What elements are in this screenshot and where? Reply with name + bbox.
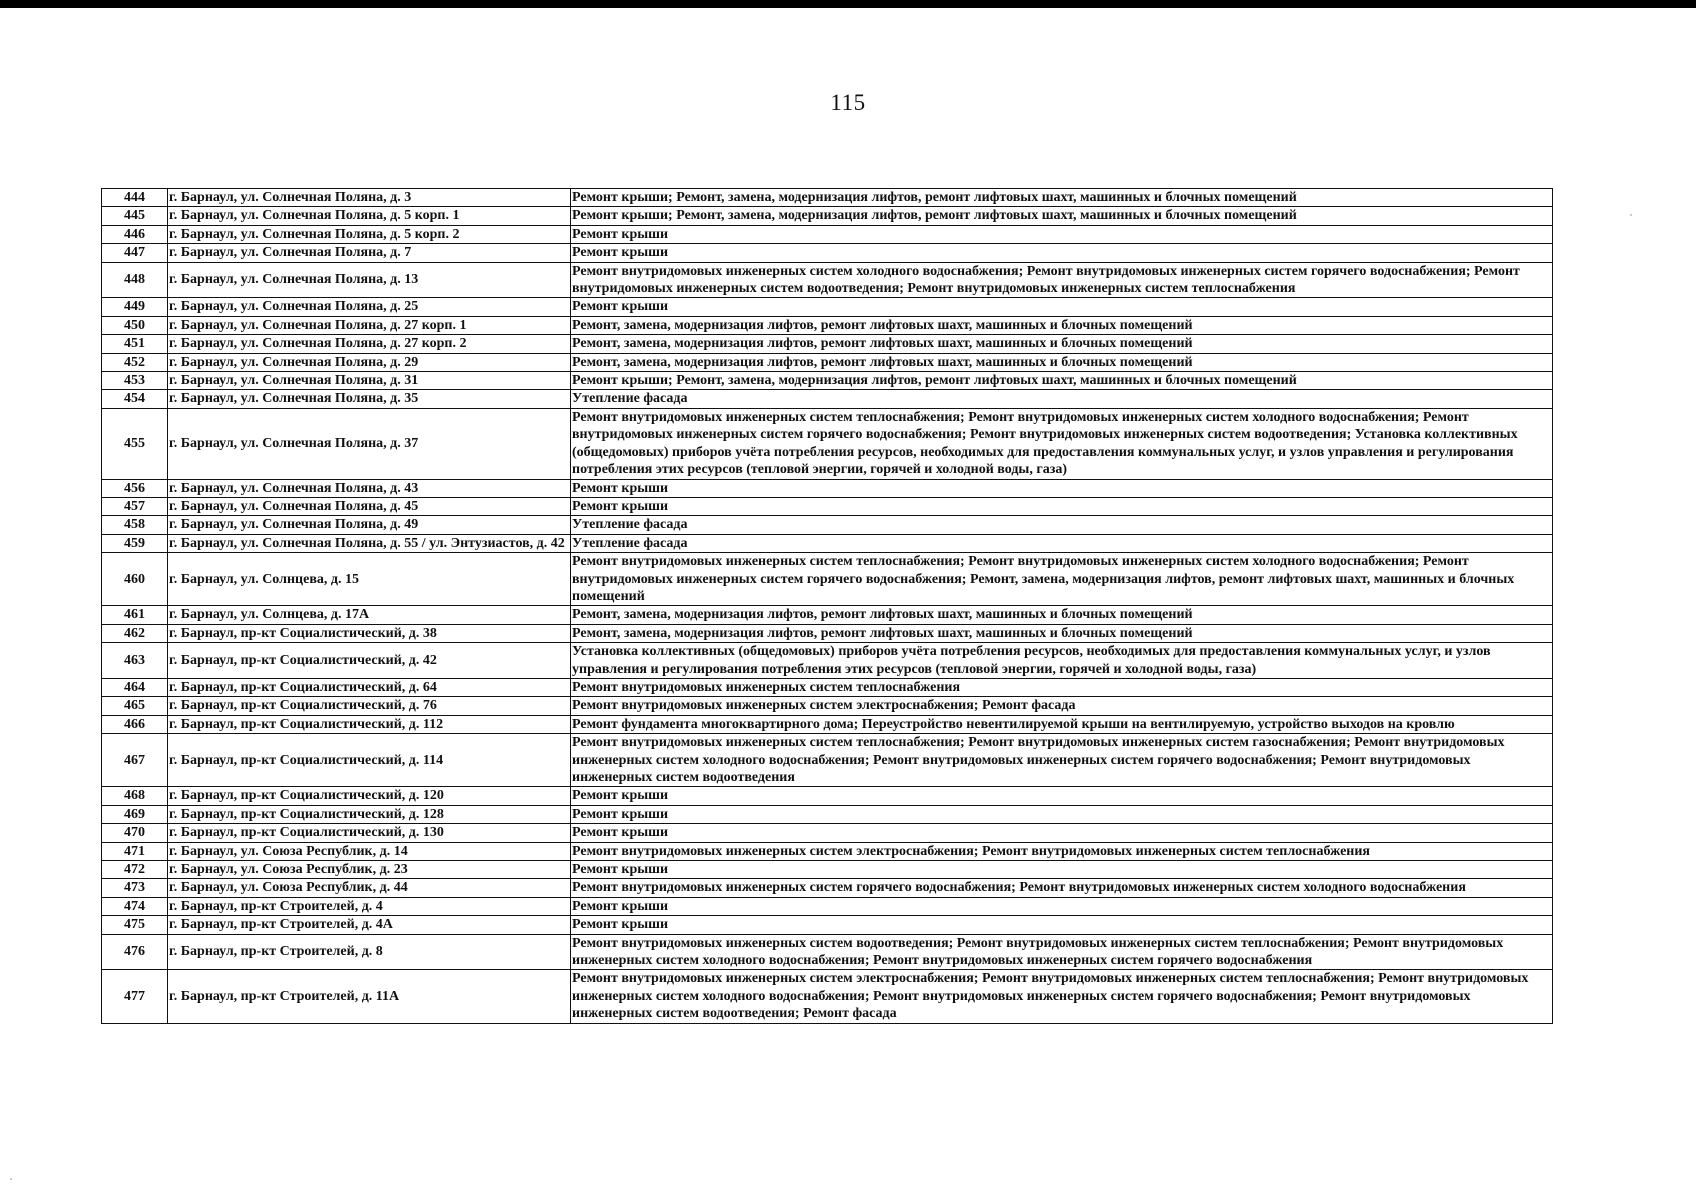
table-row: [102, 861, 1553, 879]
address-cell: г. Барнаул, ул. Солнечная Поляна, д. 3: [168, 189, 571, 207]
table-row: [102, 842, 1553, 860]
address-cell: г. Барнаул, пр-кт Строителей, д. 4: [168, 897, 571, 915]
table-row: [102, 678, 1553, 696]
row-number: 448: [102, 262, 168, 298]
works-cell: Ремонт, замена, модернизация лифтов, ремонт лифтовых шахт, машинных и блочных помещений: [571, 353, 1553, 371]
table-row: [102, 606, 1553, 624]
table-row: [102, 734, 1553, 787]
table-row: [102, 534, 1553, 552]
scan-top-border: [0, 0, 1696, 8]
address-cell: г. Барнаул, пр-кт Строителей, д. 4А: [168, 916, 571, 934]
works-cell: Ремонт внутридомовых инженерных систем водоотведения; Ремонт внутридомовых инженерных систем теплоснабжения; Ремонт внутридомовых инженерных систем холодного водоснабжения; Ремонт внутридомовых инженерных систем горячего водоснабжения: [571, 934, 1553, 970]
address-cell: г. Барнаул, пр-кт Социалистический, д. 42: [168, 643, 571, 679]
table-row: [102, 225, 1553, 243]
table-row: [102, 553, 1553, 606]
works-cell: Ремонт внутридомовых инженерных систем теплоснабжения; Ремонт внутридомовых инженерных систем холодного водоснабжения; Ремонт внутридомовых инженерных систем горячего водоснабжения; Ремонт, замена, модернизация лифтов, ремонт лифтовых шахт, машинных и блочных помещений: [571, 553, 1553, 606]
table-row: [102, 715, 1553, 733]
works-cell: Ремонт крыши: [571, 244, 1553, 262]
works-cell: Ремонт внутридомовых инженерных систем холодного водоснабжения; Ремонт внутридомовых инженерных систем горячего водоснабжения; Ремонт внутридомовых инженерных систем водоотведения; Ремонт внутридомовых инженерных систем теплоснабжения: [571, 262, 1553, 298]
works-cell: Ремонт крыши: [571, 497, 1553, 515]
table-row: [102, 970, 1553, 1023]
table-row: [102, 897, 1553, 915]
works-cell: Ремонт крыши: [571, 861, 1553, 879]
works-cell: Утепление фасада: [571, 534, 1553, 552]
address-cell: г. Барнаул, ул. Солнцева, д. 15: [168, 553, 571, 606]
table-row: [102, 262, 1553, 298]
address-cell: г. Барнаул, ул. Солнечная Поляна, д. 29: [168, 353, 571, 371]
works-cell: Ремонт внутридомовых инженерных систем теплоснабжения: [571, 678, 1553, 696]
works-cell: Ремонт крыши: [571, 824, 1553, 842]
table-row: [102, 189, 1553, 207]
table-row: [102, 298, 1553, 316]
address-cell: г. Барнаул, пр-кт Социалистический, д. 128: [168, 805, 571, 823]
works-cell: Ремонт, замена, модернизация лифтов, ремонт лифтовых шахт, машинных и блочных помещений: [571, 316, 1553, 334]
row-number: 457: [102, 497, 168, 515]
address-cell: г. Барнаул, ул. Солнечная Поляна, д. 49: [168, 516, 571, 534]
row-number: 446: [102, 225, 168, 243]
works-cell: Ремонт крыши: [571, 897, 1553, 915]
row-number: 453: [102, 372, 168, 390]
address-cell: г. Барнаул, пр-кт Социалистический, д. 112: [168, 715, 571, 733]
address-cell: г. Барнаул, ул. Солнечная Поляна, д. 5 корп. 2: [168, 225, 571, 243]
table-row: [102, 479, 1553, 497]
address-cell: г. Барнаул, пр-кт Социалистический, д. 130: [168, 824, 571, 842]
address-cell: г. Барнаул, ул. Союза Республик, д. 44: [168, 879, 571, 897]
works-cell: Ремонт внутридомовых инженерных систем электроснабжения; Ремонт внутридомовых инженерных систем теплоснабжения: [571, 842, 1553, 860]
table-row: [102, 624, 1553, 642]
address-cell: г. Барнаул, ул. Солнечная Поляна, д. 7: [168, 244, 571, 262]
table-row: [102, 643, 1553, 679]
address-cell: г. Барнаул, пр-кт Строителей, д. 11А: [168, 970, 571, 1023]
address-cell: г. Барнаул, ул. Солнцева, д. 17А: [168, 606, 571, 624]
address-cell: г. Барнаул, ул. Солнечная Поляна, д. 13: [168, 262, 571, 298]
works-cell: Утепление фасада: [571, 516, 1553, 534]
row-number: 470: [102, 824, 168, 842]
table-row: [102, 516, 1553, 534]
row-number: 468: [102, 787, 168, 805]
table-row: [102, 353, 1553, 371]
works-cell: Ремонт крыши: [571, 298, 1553, 316]
row-number: 471: [102, 842, 168, 860]
table-row: [102, 916, 1553, 934]
works-cell: Ремонт внутридомовых инженерных систем электроснабжения; Ремонт фасада: [571, 697, 1553, 715]
table-row: [102, 697, 1553, 715]
row-number: 462: [102, 624, 168, 642]
works-cell: Ремонт внутридомовых инженерных систем электроснабжения; Ремонт внутридомовых инженерных систем теплоснабжения; Ремонт внутридомовых инженерных систем холодного водоснабжения; Ремонт внутридомовых инженерных систем горячего водоснабжения; Ремонт внутридомовых инженерных систем водоотведения; Ремонт фасада: [571, 970, 1553, 1023]
row-number: 454: [102, 390, 168, 408]
works-cell: Установка коллективных (общедомовых) приборов учёта потребления ресурсов, необходимых для предоставления коммунальных услуг, и узлов управления и регулирования потребления этих ресурсов (тепловой энергии, горячей и холодной воды, газа): [571, 643, 1553, 679]
row-number: 474: [102, 897, 168, 915]
address-cell: г. Барнаул, ул. Солнечная Поляна, д. 27 корп. 1: [168, 316, 571, 334]
scan-speck: [1630, 214, 1632, 216]
works-cell: Ремонт внутридомовых инженерных систем теплоснабжения; Ремонт внутридомовых инженерных систем холодного водоснабжения; Ремонт внутридомовых инженерных систем горячего водоснабжения; Ремонт внутридомовых инженерных систем водоотведения; Установка коллективных (общедомовых) приборов учёта потребления ресурсов, необходимых для предоставления коммунальных услуг, и узлов управления и регулирования потребления этих ресурсов (тепловой энергии, горячей и холодной воды, газа): [571, 408, 1553, 479]
works-cell: Ремонт крыши: [571, 787, 1553, 805]
row-number: 473: [102, 879, 168, 897]
address-cell: г. Барнаул, ул. Союза Республик, д. 23: [168, 861, 571, 879]
works-cell: Ремонт фундамента многоквартирного дома; Переустройство невентилируемой крыши на вентилируемую, устройство выходов на кровлю: [571, 715, 1553, 733]
address-cell: г. Барнаул, пр-кт Социалистический, д. 120: [168, 787, 571, 805]
works-cell: Ремонт крыши: [571, 479, 1553, 497]
row-number: 449: [102, 298, 168, 316]
row-number: 445: [102, 207, 168, 225]
row-number: 463: [102, 643, 168, 679]
table-row: [102, 316, 1553, 334]
address-cell: г. Барнаул, ул. Солнечная Поляна, д. 31: [168, 372, 571, 390]
row-number: 476: [102, 934, 168, 970]
row-number: 458: [102, 516, 168, 534]
address-cell: г. Барнаул, ул. Солнечная Поляна, д. 25: [168, 298, 571, 316]
address-cell: г. Барнаул, ул. Солнечная Поляна, д. 27 корп. 2: [168, 335, 571, 353]
works-cell: Ремонт крыши: [571, 916, 1553, 934]
works-cell: Ремонт внутридомовых инженерных систем горячего водоснабжения; Ремонт внутридомовых инженерных систем холодного водоснабжения: [571, 879, 1553, 897]
address-cell: г. Барнаул, пр-кт Социалистический, д. 38: [168, 624, 571, 642]
address-cell: г. Барнаул, пр-кт Социалистический, д. 76: [168, 697, 571, 715]
row-number: 459: [102, 534, 168, 552]
row-number: 477: [102, 970, 168, 1023]
works-cell: Ремонт крыши; Ремонт, замена, модернизация лифтов, ремонт лифтовых шахт, машинных и блочных помещений: [571, 207, 1553, 225]
table-row: [102, 805, 1553, 823]
address-cell: г. Барнаул, пр-кт Социалистический, д. 114: [168, 734, 571, 787]
row-number: 464: [102, 678, 168, 696]
table-row: [102, 824, 1553, 842]
row-number: 465: [102, 697, 168, 715]
table-row: [102, 390, 1553, 408]
table-row: [102, 244, 1553, 262]
table-row: [102, 934, 1553, 970]
address-cell: г. Барнаул, ул. Солнечная Поляна, д. 45: [168, 497, 571, 515]
table-row: [102, 408, 1553, 479]
address-cell: г. Барнаул, ул. Солнечная Поляна, д. 35: [168, 390, 571, 408]
table-row: [102, 335, 1553, 353]
row-number: 467: [102, 734, 168, 787]
address-cell: г. Барнаул, ул. Союза Республик, д. 14: [168, 842, 571, 860]
works-cell: Ремонт крыши; Ремонт, замена, модернизация лифтов, ремонт лифтовых шахт, машинных и блочных помещений: [571, 372, 1553, 390]
works-cell: Ремонт крыши: [571, 225, 1553, 243]
row-number: 475: [102, 916, 168, 934]
address-cell: г. Барнаул, ул. Солнечная Поляна, д. 43: [168, 479, 571, 497]
address-cell: г. Барнаул, ул. Солнечная Поляна, д. 55 / ул. Энтузиастов, д. 42: [168, 534, 571, 552]
scan-speck: [10, 1178, 12, 1180]
row-number: 460: [102, 553, 168, 606]
works-cell: Ремонт, замена, модернизация лифтов, ремонт лифтовых шахт, машинных и блочных помещений: [571, 606, 1553, 624]
row-number: 456: [102, 479, 168, 497]
address-cell: г. Барнаул, пр-кт Строителей, д. 8: [168, 934, 571, 970]
works-cell: Ремонт, замена, модернизация лифтов, ремонт лифтовых шахт, машинных и блочных помещений: [571, 624, 1553, 642]
row-number: 466: [102, 715, 168, 733]
row-number: 450: [102, 316, 168, 334]
row-number: 447: [102, 244, 168, 262]
works-cell: Ремонт крыши: [571, 805, 1553, 823]
row-number: 472: [102, 861, 168, 879]
row-number: 469: [102, 805, 168, 823]
table-row: [102, 787, 1553, 805]
table-row: [102, 372, 1553, 390]
row-number: 444: [102, 189, 168, 207]
table-row: [102, 207, 1553, 225]
row-number: 451: [102, 335, 168, 353]
works-cell: Ремонт внутридомовых инженерных систем теплоснабжения; Ремонт внутридомовых инженерных систем газоснабжения; Ремонт внутридомовых инженерных систем холодного водоснабжения; Ремонт внутридомовых инженерных систем горячего водоснабжения; Ремонт внутридомовых инженерных систем водоотведения: [571, 734, 1553, 787]
table-row: [102, 879, 1553, 897]
address-cell: г. Барнаул, ул. Солнечная Поляна, д. 37: [168, 408, 571, 479]
row-number: 461: [102, 606, 168, 624]
repair-program-table: [101, 188, 1553, 1024]
table-body: [102, 189, 1553, 1024]
address-cell: г. Барнаул, ул. Солнечная Поляна, д. 5 корп. 1: [168, 207, 571, 225]
row-number: 455: [102, 408, 168, 479]
page-number: 115: [830, 90, 866, 115]
works-cell: Ремонт, замена, модернизация лифтов, ремонт лифтовых шахт, машинных и блочных помещений: [571, 335, 1553, 353]
table-row: [102, 497, 1553, 515]
row-number: 452: [102, 353, 168, 371]
works-cell: Утепление фасада: [571, 390, 1553, 408]
works-cell: Ремонт крыши; Ремонт, замена, модернизация лифтов, ремонт лифтовых шахт, машинных и блочных помещений: [571, 189, 1553, 207]
address-cell: г. Барнаул, пр-кт Социалистический, д. 64: [168, 678, 571, 696]
